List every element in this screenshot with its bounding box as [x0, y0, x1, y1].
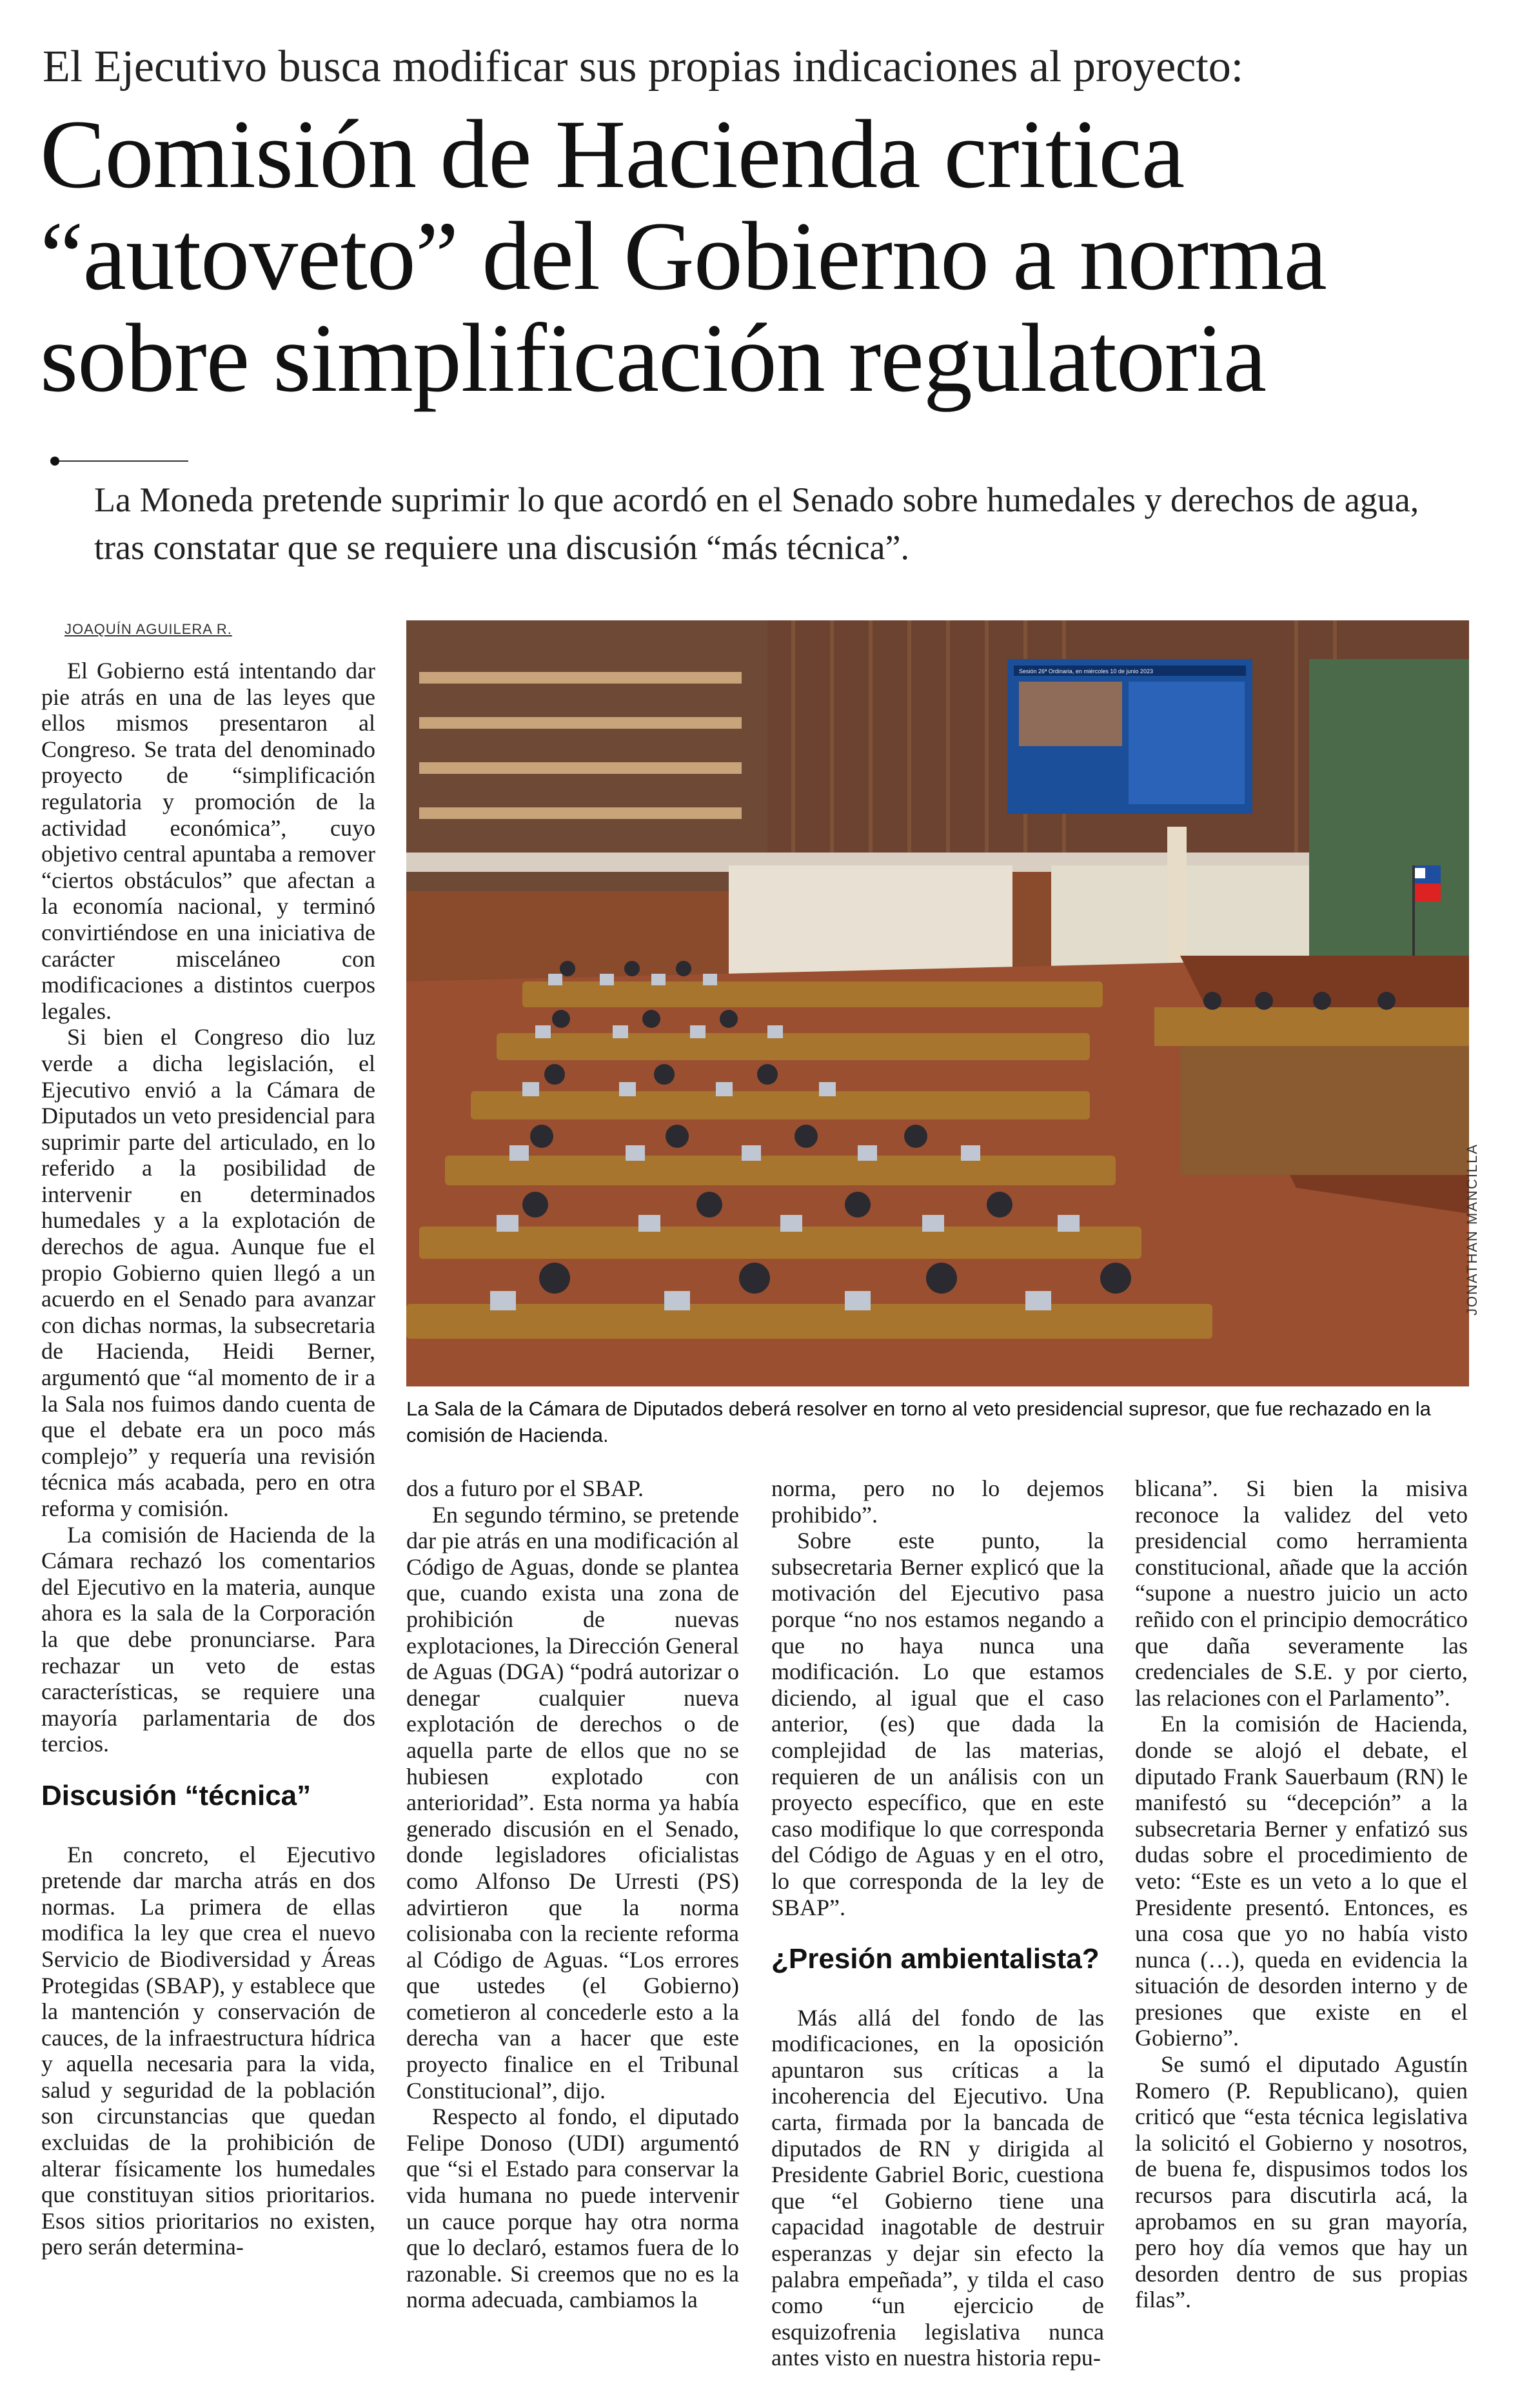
headline-line-2: “autoveto” del Gobierno a norma — [40, 202, 1327, 310]
paragraph: Se sumó el diputado Agustín Romero (P. Republicano), quien criticó que “esta técnica legislativa la solicitó el Gobierno y nosotros, de buena fe, dispusimos todos los recursos para discutirla acá, la aprobamos en su gran mayoría, pero hoy día vemos que hay un desorden dentro de sus propias filas”. — [1135, 2051, 1468, 2313]
column-3 — [771, 1475, 1104, 2371]
headline-line-1: Comisión de Hacienda critica — [40, 100, 1185, 208]
paragraph: dos a futuro por el SBAP. — [406, 1475, 644, 1501]
photo-credit: JONATHAN MANCILLA — [1464, 1143, 1480, 1316]
paragraph: La comisión de Hacienda de la Cámara rechazó los comentarios del Ejecutivo en la materia, aunque ahora es la sala de la Corporación la que debe pronunciarse. Para rechazar un veto de estas características, se requiere una mayoría parlamentaria de dos tercios. — [41, 1521, 375, 1757]
paragraph: En segundo término, se pretende dar pie atrás en una modificación al Código de Aguas, donde se plantea que, cuando exista una zona de prohibición de nuevas explotaciones, la Dirección General de Aguas (DGA) “podrá autorizar o denegar cualquier nueva explotación de derechos o de aquella parte de ellos que no se hubiesen explotado con anterioridad”. Esta norma ya había generado discusión en el Senado, donde legisladores oficialistas como Alfonso De Urresti (PS) advirtieron que la norma colisionaba con la reciente reforma al Código de Aguas. “Los errores que ustedes (el Gobierno) cometieron al concederle esto a la derecha van a hacer que este proyecto finalice en el Tribunal Constitucional”, dijo. — [406, 1501, 739, 2104]
column-4 — [1135, 1475, 1468, 2313]
byline: JOAQUÍN AGUILERA R. — [64, 621, 232, 637]
paragraph: Sobre este punto, la subsecretaria Berner explicó que la motivación del Ejecutivo pasa porque “no nos estamos negando a que no haya nunca una modificación. Lo que estamos diciendo, al igual que el caso anterior, (es) que dada la complejidad de las materias, requieren de un análisis con un proyecto específico, que en este caso modifique lo que corresponda del Código de Aguas y en el otro, lo que corresponda de la ley de SBAP”. — [771, 1528, 1104, 1920]
paragraph: En la comisión de Hacienda, donde se alojó el debate, el diputado Frank Sauerbaum (RN) le manifestó su “decepción” a la subsecretaria Berner y enfatizó sus dudas sobre el procedimiento de veto: “Este es un veto a lo que el Presidente presentó. Entonces, es una cosa que yo no había visto nunca (…), queda en evidencia la situación de desorden interno y de presiones que existe en el Gobierno”. — [1135, 1711, 1468, 2051]
kicker: El Ejecutivo busca modificar sus propias indicaciones al proyecto: — [43, 42, 1244, 92]
rule-divider — [59, 460, 188, 462]
paragraph: Más allá del fondo de las modificaciones, en la oposición apuntaron sus críticas a la incoherencia del Ejecutivo. Una carta, firmada por la bancada de diputados de RN y dirigida al Presidente Gabriel Boric, cuestiona que “el Gobierno tiene una capacidad inagotable de destruir esperanzas y dejar sin efecto la palabra empeñada”, y tilda el caso como “un ejercicio de esquizofrenia legislativa nunca antes visto en nuestra historia repu- — [771, 2004, 1104, 2371]
paragraph: En concreto, el Ejecutivo pretende dar marcha atrás en dos normas. La primera de ellas modifica la ley que crea el nuevo Servicio de Biodiversidad y Áreas Protegidas (SBAP), y establece que la mantención y conservación de cauces, de la infraestructura hídrica y aquella necesaria para la vida, salud y seguridad de la población son circunstancias que quedan excluidas de la prohibición de alterar físicamente los humedales que constituyan sitios prioritarios. Esos sitios prioritarios no existen, pero serán determina- — [41, 1841, 375, 2260]
screen-header: Sesión 26ª Ordinaria, en miércoles 10 de junio 2023 — [1019, 668, 1153, 675]
photo-caption: La Sala de la Cámara de Diputados deberá resolver en torno al veto presidencial supresor, que fue rechazado en la comisión de Hacienda. — [406, 1397, 1431, 1446]
section-heading: Discusión “técnica” — [41, 1779, 311, 1811]
subhead: La Moneda pretende suprimir lo que acordó en el Senado sobre humedales y derechos de agua, tras constatar que se requiere una discusión “más técnica”. — [94, 480, 1419, 567]
paragraph: Si bien el Congreso dio luz verde a dicha legislación, el Ejecutivo envió a la Cámara de Diputados un veto presidencial para suprimir parte del articulado, en lo referido a la posibilidad de intervenir en determinados humedales y a la explotación de derechos de agua. Aunque fue el propio Gobierno quien llegó a un acuerdo en el Senado para avanzar con dichas normas, la subsecretaria de Hacienda, Heidi Berner, argumentó que “al momento de ir a la Sala nos fuimos dando cuenta de que el debate era un poco más complejo” y requería una revisión técnica más acabada, pero en otra reforma y comisión. — [41, 1024, 375, 1521]
paragraph: norma, pero no lo dejemos prohibido”. — [771, 1475, 1104, 1528]
column-2 — [406, 1475, 739, 2313]
rule-dot — [50, 457, 59, 466]
chamber-photo — [406, 620, 1469, 1386]
column-1 — [41, 658, 375, 2260]
headline-line-3: sobre simplificación regulatoria — [40, 304, 1267, 412]
paragraph: Respecto al fondo, el diputado Felipe Donoso (UDI) argumentó que “si el Estado para conservar la vida humana no puede intervenir un cauce porque hay otra norma que lo declaró, estamos fuera de lo razonable. Si creemos que no es la norma adecuada, cambiamos la — [406, 2104, 739, 2313]
headline — [40, 100, 1510, 412]
paragraph: El Gobierno está intentando dar pie atrás en una de las leyes que ellos mismos presentaron al Congreso. Se trata del denominado proyecto de “simplificación regulatoria y promoción de la actividad económica”, cuyo objetivo central apuntaba a remover “ciertos obstáculos” que afectan a la economía nacional, y terminó convirtiéndose en una iniciativa de carácter misceláneo con modificaciones a distintos cuerpos legales. — [41, 658, 375, 1024]
section-heading: ¿Presión ambientalista? — [771, 1943, 1100, 1975]
paragraph: blicana”. Si bien la misiva reconoce la validez del veto presidencial como herramienta constitucional, añade que la acción “supone a nuestro juicio un acto reñido con el principio democrático que daña severamente las credenciales de S.E. y por cierto, las relaciones con el Parlamento”. — [1135, 1475, 1468, 1711]
